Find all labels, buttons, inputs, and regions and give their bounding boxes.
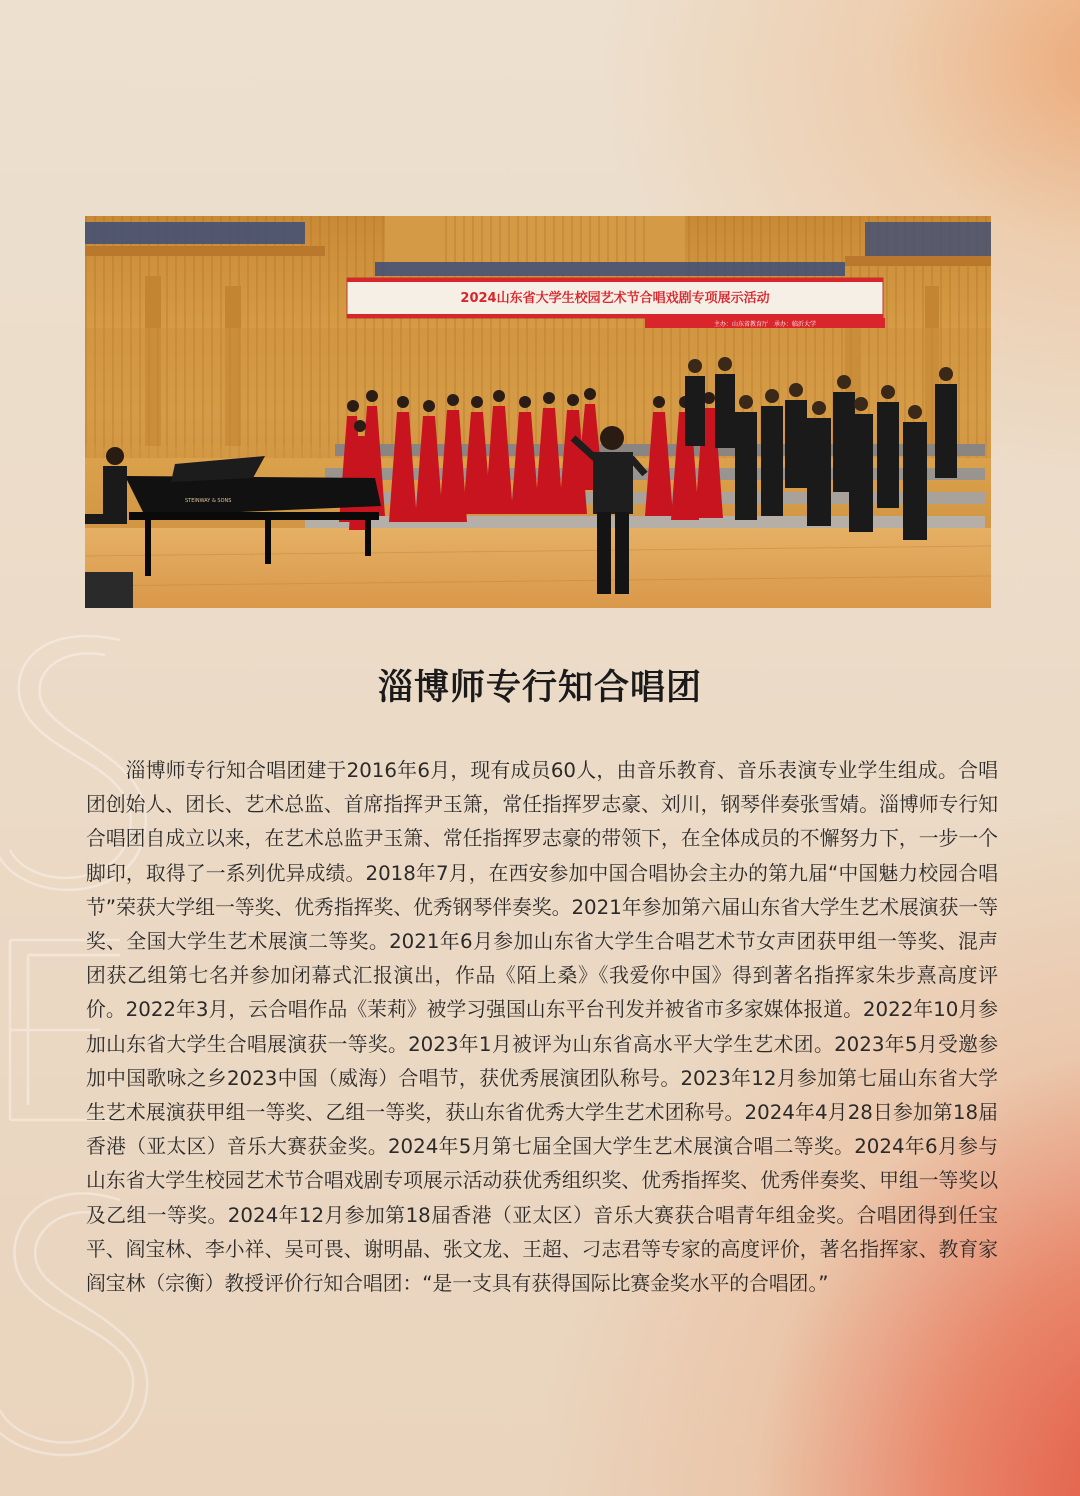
banner-title: 2024山东省大学生校园艺术节合唱戏剧专项展示活动 bbox=[460, 291, 770, 306]
article-title: 淄博师专行知合唱团 bbox=[377, 668, 702, 708]
banner-subtitle: 主办：山东省教育厅 承办：临沂大学 bbox=[713, 321, 817, 328]
piano-brand: STEINWAY & SONS bbox=[185, 498, 232, 504]
article-body: 淄博师专行知合唱团建于2016年6月，现有成员60人，由音乐教育、音乐表演专业学生组成。合唱团创始人、团长、艺术总监、首席指挥尹玉箫，常任指挥罗志豪、刘川，钢琴伴奏张雪婧。淄博师专行知合唱团自成立以来，在艺术总监尹玉箫、常任指挥罗志豪的带领下，在全体成员的不懈努力下，一步一个脚印，取得了一系列优异成绩。2018年7月，在西安参加中国合唱协会主办的第九届“中国魅力校园合唱节”荣获大学组一等奖、优秀指挥奖、优秀钢琴伴奏奖。2021年参加第六届山东省大学生艺术展演获一等奖、全国大学生艺术展演二等奖。2021年6月参加山东省大学生合唱艺术节女声团获甲组一等奖、混声团获乙组第七名并参加闭幕式汇报演出，作品《陌上桑》《我爱你中国》得到著名指挥家朱步熹高度评价。2022年3月，云合唱作品《茉莉》被学习强国山东平台刊发并被省市多家媒体报道。2022年10月参加山东省大学生合唱展演获一等奖。2023年1月被评为山东省高水平大学生艺术团。2023年5月受邀参加中国歌咏之乡2023中国（威海）合唱节，获优秀展演团队称号。2023年12月参加第七届山东省大学生艺术展演获甲组一等奖、乙组一等奖，获山东省优秀大学生艺术团称号。2024年4月28日参加第18届香港（亚太区）音乐大赛获金奖。2024年5月第七届全国大学生艺术展演合唱二等奖。2024年6月参与山东省大学生校园艺术节合唱戏剧专项展示活动获优秀组织奖、优秀指挥奖、优秀伴奏奖、甲组一等奖以及乙组一等奖。2024年12月参加第18届香港（亚太区）音乐大赛获合唱青年组金奖。合唱团得到任宝平、阎宝林、李小祥、吴可畏、谢明晶、张文龙、王超、刁志君等专家的高度评价，著名指挥家、教育家阎宝林（宗衡）教授评价行知合唱团：“是一支具有获得国际比赛金奖水平的合唱团。” bbox=[86, 759, 998, 1296]
choir-performance-photo bbox=[85, 216, 991, 608]
